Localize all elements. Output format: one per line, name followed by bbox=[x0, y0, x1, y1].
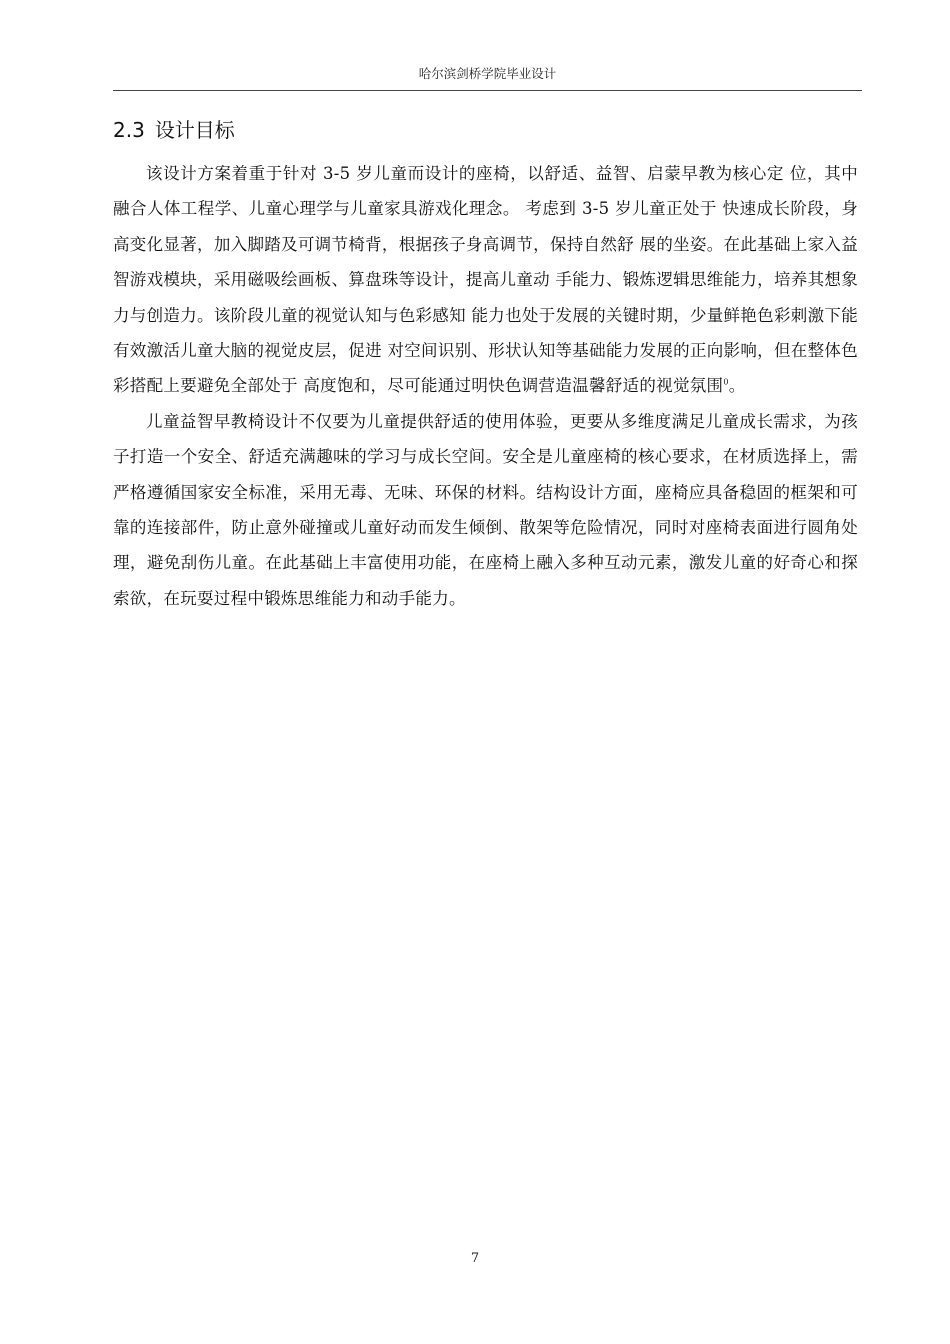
section-title-text: 设计目标 bbox=[154, 118, 235, 142]
section-heading bbox=[113, 115, 235, 145]
citation-marker: 0 bbox=[723, 377, 729, 387]
section-number: 2.3 bbox=[113, 118, 145, 142]
paragraph-2-text: 儿童益智早教椅设计不仅要为儿童提供舒适的使用体验，更要从多维度满足儿童成长需求，为孩子打造一个安全、舒适充满趣味的学习与成长空间。安全是儿童座椅的核心要求，在材质选择上，需严格遵循国家安全标准，采用无毒、无味、环保的材料。结构设计方面，座椅应具备稳固的框架和可靠的连接部件，防止意外碰撞或儿童好动而发生倾倒、散架等危险情况，同时对座椅表面进行圆角处理，避免刮伤儿童。在此基础上丰富使用功能，在座椅上融入多种互动元素，激发儿童的好奇心和探索欲，在玩耍过程中锻炼思维能力和动手能力。 bbox=[113, 411, 858, 608]
paragraph-1-text: 该设计方案着重于针对 3-5 岁儿童而设计的座椅，以舒适、益智、启蒙早教为核心定 位，其中融合人体工程学、儿童心理学与儿童家具游戏化理念。 考虑到 3-5 岁儿童正处于 快速成长阶段，身高变化显著，加入脚踏及可调节椅背，根据孩子身高调节，保持自然舒 展的坐姿。在此基础上家入益智游戏模块，采用磁吸绘画板、算盘珠等设计，提高儿童动 手能力、锻炼逻辑思维能力，培养其想象力与创造力。该阶段儿童的视觉认知与色彩感知 能力也处于发展的关键时期，少量鲜艳色彩刺激下能有效激活儿童大脑的视觉皮层，促进 对空间识别、形状认知等基础能力发展的正向影响，但在整体色彩搭配上要避免全部处于 高度饱和，尽可能通过明快色调营造温馨舒适的视觉氛围 bbox=[113, 164, 858, 396]
page-number: 7 bbox=[470, 1251, 480, 1266]
paragraph-1 bbox=[113, 156, 858, 404]
body-text bbox=[113, 156, 858, 616]
paragraph-1-end: 。 bbox=[728, 376, 746, 396]
running-header-title: 哈尔滨剑桥学院毕业设计 bbox=[418, 66, 557, 81]
running-header bbox=[113, 64, 862, 91]
paragraph-2 bbox=[113, 404, 858, 616]
